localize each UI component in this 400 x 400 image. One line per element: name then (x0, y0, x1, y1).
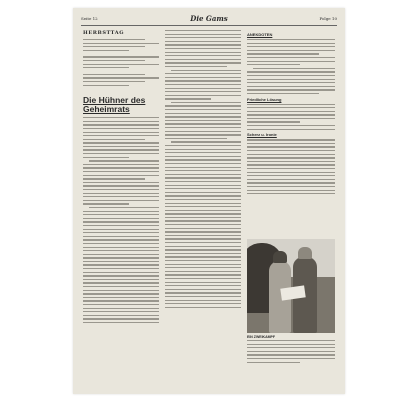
section-heading-jokes: Scherz u. Ironie (247, 132, 277, 138)
column-2-text (165, 30, 241, 308)
column-3 (247, 30, 335, 234)
jokes-text (247, 139, 335, 194)
section-heading-anecdotes: ANEKDOTEN (247, 32, 273, 37)
poem-text (83, 39, 159, 86)
issue-number: Folge 10 (319, 16, 337, 21)
header-rule (81, 25, 337, 26)
poem-credit (83, 88, 159, 92)
article-title: Die Hühner des Geheimrats (83, 95, 146, 115)
photograph-soldiers (247, 239, 335, 333)
column-2 (165, 30, 241, 378)
poem-title: HERBSTTAG (83, 30, 125, 36)
photo-caption (247, 335, 335, 365)
section-heading-peaceful-solution: Friedliche Lösung (247, 96, 282, 102)
magazine-page (73, 8, 345, 394)
magazine-title: Die Gams (190, 14, 228, 23)
peaceful-solution-text (247, 104, 335, 130)
caption-text (247, 340, 335, 363)
anecdotes-text (247, 39, 335, 94)
caption-title: EIN ZWEIKAMPF (247, 335, 275, 339)
page-number: Seite 12 (81, 16, 98, 21)
article-text (83, 117, 159, 323)
page-header (81, 14, 337, 24)
column-1 (83, 30, 159, 378)
